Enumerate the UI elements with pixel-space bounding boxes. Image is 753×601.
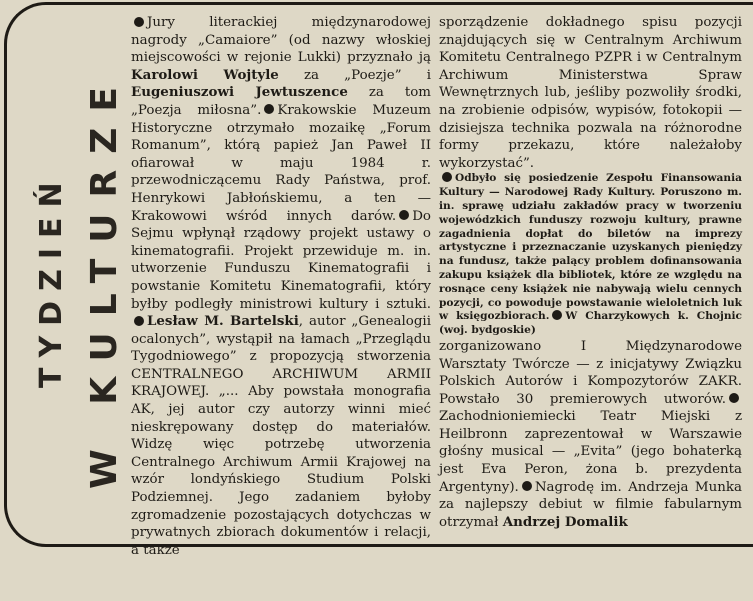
person-name: Andrzej Domalik (502, 513, 628, 530)
section-title (28, 40, 138, 520)
article-column-1 (131, 14, 431, 559)
bullet-icon (442, 172, 452, 182)
person-name: Karolowi Wojtyle (131, 66, 279, 83)
paragraph-krakow-museum: Krakowskie Muzeum Historyczne otrzymało mozaikę „Forum Romanum”, którą papież Jan Paweł II ofiarował w maju 1984 r. przewodniczącemu Rady Państwa, prof. Henrykowi Jabłońskiemu, a ten — Krakowowi wśród innych darów. (131, 102, 431, 224)
person-name: Eugeniuszowi Jewtuszence (131, 84, 348, 101)
person-name: Lesław M. Bartelski (147, 313, 299, 330)
bullet-icon (134, 17, 144, 27)
paragraph-financing: Odbyło się posiedzenie Zespołu Finansowania Kultury — Narodowej Rady Kultury. Poruszono m. in. sprawę udziału zakładów pracy w tworzeniu wojewódzkich funduszy rozwoju kultury, prawne zagadnienia dopłat do biletów na imprezy artystyczne i przeznaczanie uzyskanych pieniędzy na fundusz, także palący problem dofinansowania zakupu książek dla bibliotek, które ze względu na rosnące ceny książek nie nabywają wielu cennych pozycji, co powoduje powstawanie wieloletnich luk w księgozbiorach. W Charzykowych k. Chojnic (woj. bydgoskie) (439, 172, 742, 337)
paragraph-archive: , autor „Genealogii ocalonych”, wystąpił na łamach „Przeglądu Tygodniowego” z propozycją stworzenia CENTRALNEGO ARCHIWUM ARMII KRAJOWEJ. „... Aby powstała monografia AK, jej autor czy autorzy winni mieć nieskrępowany dostęp do materiałów. Widzę więc potrzebę utworzenia Centralnego Archiwum Armii Krajowej na wzór londyńskiego Studium Polski Podziemnej. Jego zadaniem byłoby zgromadzenie pozostających dotychczas w prywatnych zbiorach dokumentów i relacji, a także (131, 314, 431, 558)
paragraph-archive-cont: sporządzenie dokładnego spisu pozycji znajdujących się w Centralnym Archiwum Komitetu Centralnego PZPR i w Centralnym Archiwum Ministerstwa Spraw Wewnętrznych lub, jeśliby pozwoliły środki, na zrobienie odpisów, wypisów, fotokopii — dzisiejsza technika pozwala na różnorodne formy przekazu, które należałoby wykorzystać”. (439, 15, 742, 171)
article-column-2 (439, 14, 742, 531)
section-title-line1: TYDZIEŃ (34, 172, 69, 388)
paragraph-workshops: zorganizowano I Międzynarodowe Warsztaty Twórcze — z inicjatywy Związku Polskich Autorów i Kompozytorów ZAKR. Powstało 30 premierowych utworów.Zachodnioniemiecki Teatr Miejski z Heilbronn zaprezentował w Warszawie głośny musical — „Evita” (jego bohaterką jest Eva Peron, żona b. prezydenta Argentyny). Nagrodę im. Andrzeja Munka za najlepszy debiut w filmie fabularnym otrzymał Andrzej Domalik (439, 338, 742, 530)
paragraph-sejm: Do Sejmu wpłynął rządowy projekt ustawy o kinematografii. Projekt przewiduje m. in. utworzenie Funduszu Kinematografii i powstanie Komitetu Kinematografii, który byłby podległy ministrowi kultury i sztuki. (131, 208, 431, 312)
bullet-icon (522, 481, 532, 491)
bullet-icon (729, 393, 739, 403)
bullet-icon (134, 316, 144, 326)
paragraph-munk-award: Nagrodę im. Andrzeja Munka za najlepszy debiut w filmie fabularnym otrzymał (439, 479, 742, 530)
bullet-icon (552, 310, 562, 320)
section-title-line2: W KULTURZE (84, 71, 125, 489)
paragraph-evita: Zachodnioniemiecki Teatr Miejski z Heilbronn zaprezentował w Warszawie głośny musical — „Evita” (jego bohaterką jest Eva Peron, żona b. prezydenta Argentyny). (439, 409, 742, 495)
bullet-icon (399, 210, 409, 220)
paragraph-camaiore: Jury literackiej międzynarodowej nagrody „Camaiore” (od nazwy włoskiej miejscowości w rejonie Lukki) przyznało ją Karolowi Wojtyle za „Poezje” i Eugeniuszowi Jewtuszence za tom „Poezja miłosna”. Krakowskie Muzeum Historyczne otrzymało mozaikę „Forum Romanum”, którą papież Jan Paweł II ofiarował w maju 1984 r. przewodniczącemu Rady Państwa, prof. Henrykowi Jabłońskiemu, a ten — Krakowowi wśród innych darów. Do Sejmu wpłynął rządowy projekt ustawy o kinematografii. Projekt przewiduje m. in. utworzenie Funduszu Kinematografii i powstanie Komitetu Kinematografii, który byłby podległy ministrowi kultury i sztuki.Lesław M. Bartelski, autor „Genealogii ocalonych”, wystąpił na łamach „Przeglądu Tygodniowego” z propozycją stworzenia CENTRALNEGO ARCHIWUM ARMII KRAJOWEJ. „... Aby powstała monografia AK, jej autor czy autorzy winni mieć nieskrępowany dostęp do materiałów. Widzę więc potrzebę utworzenia Centralnego Archiwum Armii Krajowej na wzór londyńskiego Studium Polski Podziemnej. Jego zadaniem byłoby zgromadzenie pozostających dotychczas w prywatnych zbiorach dokumentów i relacji, a także (131, 15, 432, 558)
bullet-icon (264, 104, 274, 114)
